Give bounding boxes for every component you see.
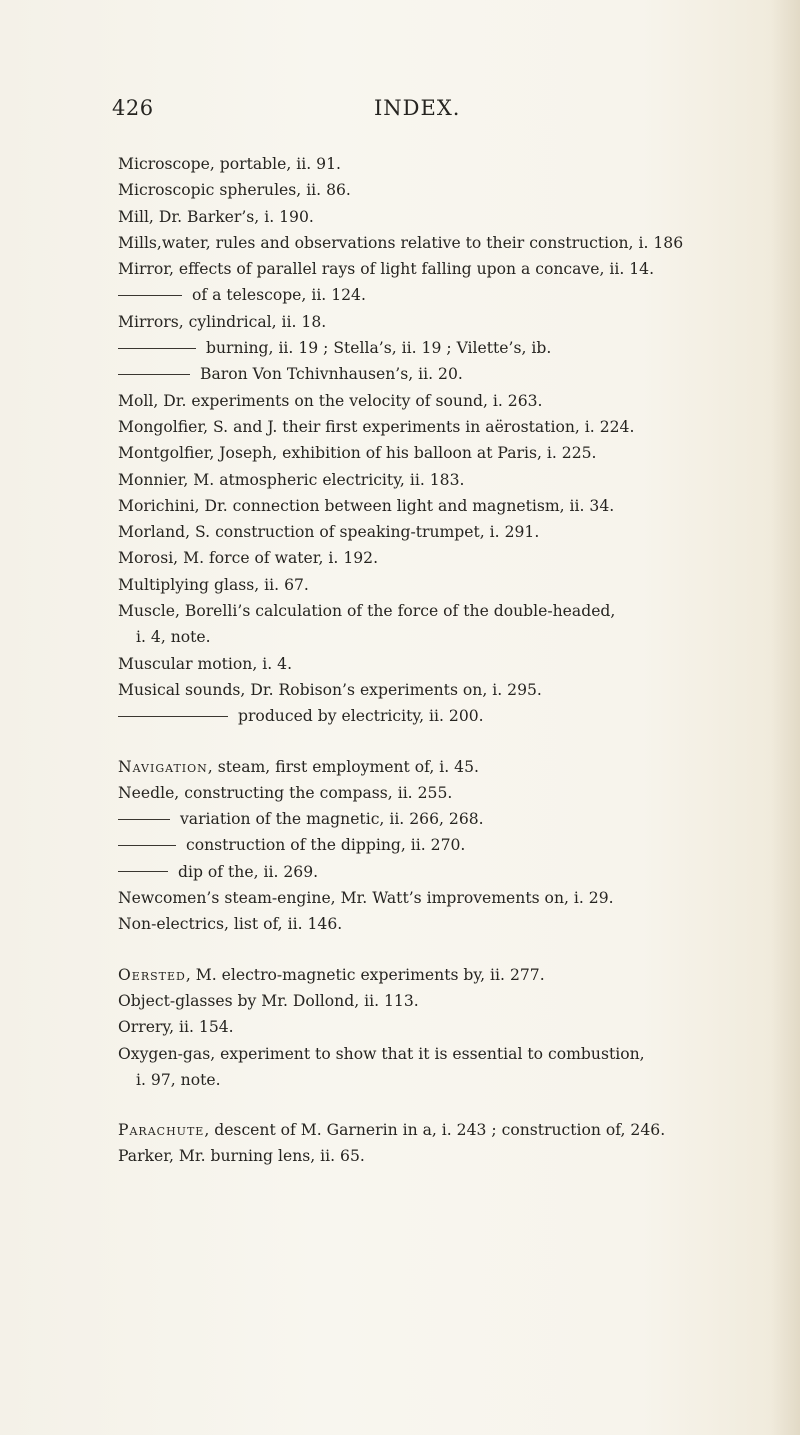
index-entry: Parachute, descent of M. Garnerin in a, i. 243 ; construction of, 246.: [118, 1121, 666, 1140]
ditto-dash: [118, 819, 170, 820]
ditto-dash: [118, 716, 228, 717]
ditto-dash: [118, 871, 168, 872]
ditto-dash: [118, 374, 190, 375]
index-entry: Microscope, portable, ii. 91.: [118, 155, 341, 173]
index-subentry: Baron Von Tchivnhausen’s, ii. 20.: [118, 361, 718, 387]
index-entry: Mirror, effects of parallel rays of light falling upon a concave, ii. 14.: [118, 260, 655, 279]
index-entry: Muscular motion, i. 4.: [118, 654, 293, 673]
ditto-dash: [118, 348, 196, 349]
index-entry: Musical sounds, Dr. Robison’s experiments on, i. 295.: [118, 680, 542, 699]
index-entry: Oersted, M. electro-magnetic experiments by, ii. 277.: [118, 965, 545, 984]
index-entry: Oxygen-gas, experiment to show that it is essential to combustion,: [118, 1044, 645, 1063]
index-entry: Morland, S. construction of speaking-trumpet, i. 291.: [118, 523, 540, 542]
index-entry: Non-electrics, list of, ii. 146.: [118, 915, 343, 934]
index-entry: Muscle, Borelli’s calculation of the force of the double-headed,: [118, 602, 616, 621]
index-entry: Montgolfier, Joseph, exhibition of his balloon at Paris, i. 225.: [118, 444, 597, 463]
index-subentry: produced by electricity, ii. 200.: [118, 703, 718, 729]
index-entry: Navigation, steam, first employment of, i. 45.: [118, 757, 479, 776]
page-header: [112, 96, 712, 130]
page-number: 426: [112, 96, 154, 120]
index-entry: Object-glasses by Mr. Dollond, ii. 113.: [118, 991, 419, 1010]
index-entry: Parker, Mr. burning lens, ii. 65.: [118, 1147, 365, 1166]
index-entry: Mongolfier, S. and J. their first experiments in aërostation, i. 224.: [118, 417, 635, 436]
section-gap: [118, 938, 718, 962]
index-entry: Morichini, Dr. connection between light and magnetism, ii. 34.: [118, 496, 615, 515]
index-entry: Moll, Dr. experiments on the velocity of sound, i. 263.: [118, 391, 543, 410]
index-entry: Mills,water, rules and observations relative to their construction, i. 186: [118, 233, 684, 252]
page-edge-shadow: [770, 0, 800, 1435]
ditto-dash: [118, 845, 176, 846]
index-subentry: of a telescope, ii. 124.: [118, 282, 718, 308]
index-entry: Monnier, M. atmospheric electricity, ii. 183.: [118, 470, 465, 489]
index-entry-continuation: i. 4, note.: [136, 628, 211, 647]
running-head: INDEX.: [374, 96, 461, 120]
index-entry: Microscopic spherules, ii. 86.: [118, 181, 351, 200]
index-subentry: construction of the dipping, ii. 270.: [118, 832, 718, 858]
index-entry: Orrery, ii. 154.: [118, 1018, 234, 1037]
section-gap: [118, 1093, 718, 1117]
ditto-dash: [118, 295, 182, 296]
index-entries: [118, 151, 718, 1170]
index-subentry: variation of the magnetic, ii. 266, 268.: [118, 806, 718, 832]
section-gap: [118, 730, 718, 754]
index-subentry: dip of the, ii. 269.: [118, 859, 718, 885]
index-entry: Mirrors, cylindrical, ii. 18.: [118, 312, 327, 331]
index-entry: Newcomen’s steam-engine, Mr. Watt’s improvements on, i. 29.: [118, 889, 614, 908]
index-entry: Mill, Dr. Barker’s, i. 190.: [118, 207, 314, 226]
index-entry: Multiplying glass, ii. 67.: [118, 575, 309, 594]
index-subentry: burning, ii. 19 ; Stella’s, ii. 19 ; Vilette’s, ib.: [118, 335, 718, 361]
index-entry-continuation: i. 97, note.: [136, 1070, 221, 1089]
index-entry: Morosi, M. force of water, i. 192.: [118, 549, 379, 568]
index-entry: Needle, constructing the compass, ii. 255.: [118, 783, 453, 802]
